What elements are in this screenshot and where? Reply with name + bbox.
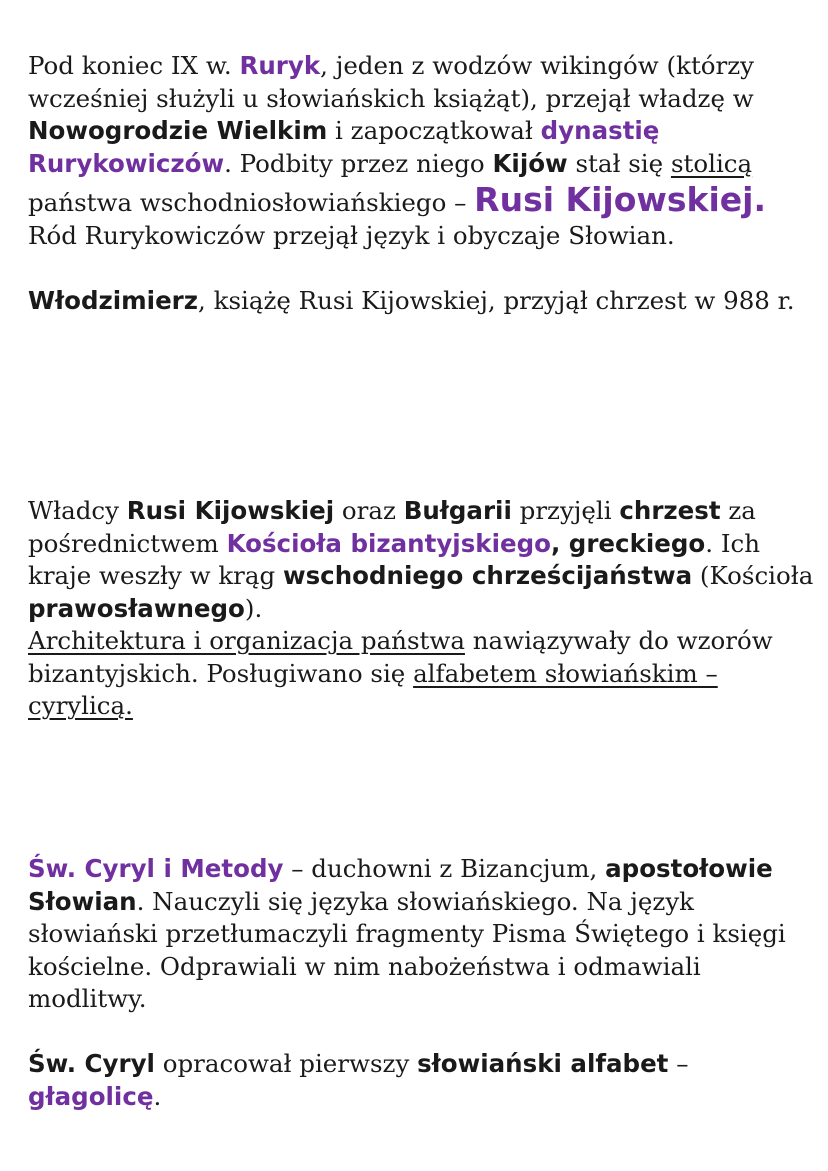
term-glagolica: głagolicę xyxy=(28,1081,154,1111)
spacer xyxy=(28,1016,818,1049)
paragraph-obyczaje: Ród Rurykowiczów przejął język i obyczaje Słowian. xyxy=(28,221,675,250)
paragraph-ruryk xyxy=(28,50,818,220)
text: ). xyxy=(244,593,263,623)
text: Władcy xyxy=(28,496,127,525)
text: przyjęli xyxy=(511,496,620,525)
text: , książę Rusi Kijowskiej, przyjął chrzest w 988 r. xyxy=(198,286,795,315)
paragraph-cyryl-metody xyxy=(28,853,818,1016)
text: Pod koniec IX w. xyxy=(28,51,240,80)
text: stał się xyxy=(567,148,671,178)
paragraph-chrzest xyxy=(28,495,818,625)
term-rus: Rusi Kijowskiej xyxy=(126,496,335,525)
text: . Ich kraje weszły w krąg xyxy=(28,528,761,590)
text: . Podbity przez niego xyxy=(224,148,493,178)
term-kosciol-bizantyjski: Kościoła bizantyjskiego xyxy=(226,528,551,558)
spacer xyxy=(28,253,818,286)
text: oraz xyxy=(334,496,404,525)
section-chrzest xyxy=(28,495,818,723)
section-cyryl-metody xyxy=(28,853,818,1113)
text: – duchowni z Bizancjum, xyxy=(283,854,606,883)
text: nawiązywały do wzorów bizantyjskich. Posługiwano się xyxy=(28,626,773,688)
text: opracował pierwszy xyxy=(154,1049,418,1078)
term-ruryk: Ruryk xyxy=(239,51,321,80)
term-cyrylica: alfabetem słowiańskim – cyrylicą. xyxy=(28,658,718,720)
term-nowogrod: Nowogrodzie Wielkim xyxy=(28,116,328,145)
term-cyryl-metody: Św. Cyryl i Metody xyxy=(28,854,284,883)
text: i zapoczątkował xyxy=(327,116,541,145)
term-chrzest: chrzest xyxy=(619,496,721,525)
term-architektura: Architektura i organizacja państwa xyxy=(28,626,465,655)
term-apostolowie: apostołowie Słowian xyxy=(28,854,773,916)
paragraph-glagolica xyxy=(28,1048,818,1113)
term-dynastia: dynastię Rurykowiczów xyxy=(28,116,660,178)
text: za pośrednictwem xyxy=(28,496,756,558)
term-wlodzimierz: Włodzimierz xyxy=(28,286,199,315)
text: (Kościoła xyxy=(692,561,814,590)
text: . xyxy=(153,1081,162,1111)
term-prawoslawny: prawosławnego xyxy=(28,593,245,623)
term-alfabet: słowiański alfabet xyxy=(417,1049,669,1078)
paragraph-wlodzimierz xyxy=(28,285,818,318)
term-rus-kijowska: Rusi Kijowskiej. xyxy=(474,180,766,219)
term-cyryl: Św. Cyryl xyxy=(28,1049,155,1078)
text: , jeden z wodzów wikingów (którzy wcześniej służyli u słowiańskich książąt), przejął władzę w xyxy=(28,51,754,113)
term-bulgaria: Bułgarii xyxy=(403,496,512,525)
section-rus-kijowska xyxy=(28,50,818,318)
term-kijow: Kijów xyxy=(492,148,568,178)
term-grecki: , greckiego xyxy=(550,528,706,558)
term-wschodnie-chrzescijanstwo: wschodniego chrześcijaństwa xyxy=(282,561,693,590)
paragraph-architektura xyxy=(28,625,818,723)
text: państwa wschodniosłowiańskiego – xyxy=(28,188,475,217)
text: – xyxy=(668,1049,689,1078)
text: . Nauczyli się języka słowiańskiego. Na język słowiański przetłumaczyli fragmenty Pisma Świętego i księgi kościelne. Odprawiali w nim nabożeństwa i odmawiali modlitwy. xyxy=(28,886,786,1013)
term-stolica: stolicą xyxy=(670,148,753,178)
